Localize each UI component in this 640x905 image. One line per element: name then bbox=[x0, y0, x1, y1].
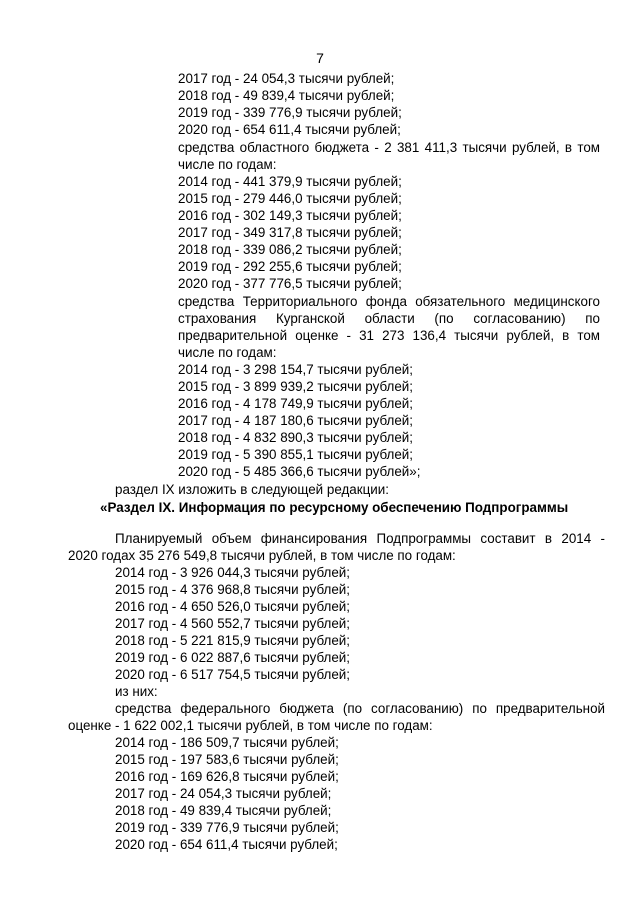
federal-budget-intro-cont: оценке - 1 622 002,1 тысячи рублей, в том числе по годам: bbox=[68, 718, 433, 733]
year-line: 2020 год - 6 517 754,5 тысячи рублей; bbox=[115, 667, 350, 682]
fund-intro: страхования Курганской области (по согласованию) по bbox=[178, 311, 600, 326]
year-line: 2015 год - 279 446,0 тысячи рублей; bbox=[178, 191, 402, 206]
year-line: 2014 год - 3 298 154,7 тысячи рублей; bbox=[178, 362, 413, 377]
year-line: 2020 год - 377 776,5 тысячи рублей; bbox=[178, 276, 402, 291]
year-line: 2014 год - 3 926 044,3 тысячи рублей; bbox=[115, 565, 350, 580]
year-line: 2016 год - 169 626,8 тысячи рублей; bbox=[115, 769, 339, 784]
year-line: 2016 год - 302 149,3 тысячи рублей; bbox=[178, 208, 402, 223]
year-line: 2018 год - 49 839,4 тысячи рублей; bbox=[115, 803, 332, 818]
of-them: из них: bbox=[115, 684, 158, 699]
year-line: 2015 год - 197 583,6 тысячи рублей; bbox=[115, 752, 339, 767]
year-line: 2015 год - 4 376 968,8 тысячи рублей; bbox=[115, 582, 350, 597]
year-line: 2020 год - 654 611,4 тысячи рублей; bbox=[178, 122, 401, 137]
fund-intro: средства Территориального фонда обязательного медицинского bbox=[178, 294, 600, 309]
year-line: 2017 год - 24 054,3 тысячи рублей; bbox=[115, 786, 332, 801]
year-line: 2015 год - 3 899 939,2 тысячи рублей; bbox=[178, 379, 413, 394]
year-line: 2018 год - 49 839,4 тысячи рублей; bbox=[178, 88, 395, 103]
plan-paragraph-cont: 2020 годах 35 276 549,8 тысячи рублей, в том числе по годам: bbox=[68, 548, 456, 563]
year-line: 2017 год - 349 317,8 тысячи рублей; bbox=[178, 225, 402, 240]
fund-intro: предварительной оценке - 31 273 136,4 тысячи рублей, в том bbox=[178, 328, 600, 343]
year-line: 2019 год - 292 255,6 тысячи рублей; bbox=[178, 259, 402, 274]
year-line: 2020 год - 5 485 366,6 тысячи рублей»; bbox=[178, 464, 421, 479]
regional-budget-intro: средства областного бюджета - 2 381 411,3 тысячи рублей, в том bbox=[178, 140, 600, 155]
year-line: 2019 год - 6 022 887,6 тысячи рублей; bbox=[115, 650, 350, 665]
year-line: 2019 год - 339 776,9 тысячи рублей; bbox=[178, 105, 402, 120]
fund-intro: числе по годам: bbox=[178, 345, 277, 360]
section-heading: «Раздел IX. Информация по ресурсному обеспечению Подпрограммы bbox=[100, 500, 569, 515]
year-line: 2014 год - 186 509,7 тысячи рублей; bbox=[115, 735, 339, 750]
regional-budget-intro-cont: числе по годам: bbox=[178, 157, 277, 172]
plan-paragraph: Планируемый объем финансирования Подпрограммы составит в 2014 - bbox=[115, 531, 605, 546]
federal-budget-intro: средства федерального бюджета (по согласованию) по предварительной bbox=[115, 701, 605, 716]
year-line: 2017 год - 4 187 180,6 тысячи рублей; bbox=[178, 413, 413, 428]
year-line: 2016 год - 4 178 749,9 тысячи рублей; bbox=[178, 396, 413, 411]
year-line: 2020 год - 654 611,4 тысячи рублей; bbox=[115, 837, 338, 852]
year-line: 2019 год - 339 776,9 тысячи рублей; bbox=[115, 820, 339, 835]
year-line: 2018 год - 5 221 815,9 тысячи рублей; bbox=[115, 633, 350, 648]
page-number: 7 bbox=[316, 50, 324, 66]
year-line: 2017 год - 24 054,3 тысячи рублей; bbox=[178, 71, 395, 86]
year-line: 2018 год - 4 832 890,3 тысячи рублей; bbox=[178, 430, 413, 445]
year-line: 2018 год - 339 086,2 тысячи рублей; bbox=[178, 242, 402, 257]
section-instruction: раздел IX изложить в следующей редакции: bbox=[115, 482, 389, 497]
year-line: 2019 год - 5 390 855,1 тысячи рублей; bbox=[178, 447, 413, 462]
year-line: 2014 год - 441 379,9 тысячи рублей; bbox=[178, 174, 402, 189]
year-line: 2016 год - 4 650 526,0 тысячи рублей; bbox=[115, 599, 350, 614]
year-line: 2017 год - 4 560 552,7 тысячи рублей; bbox=[115, 616, 350, 631]
